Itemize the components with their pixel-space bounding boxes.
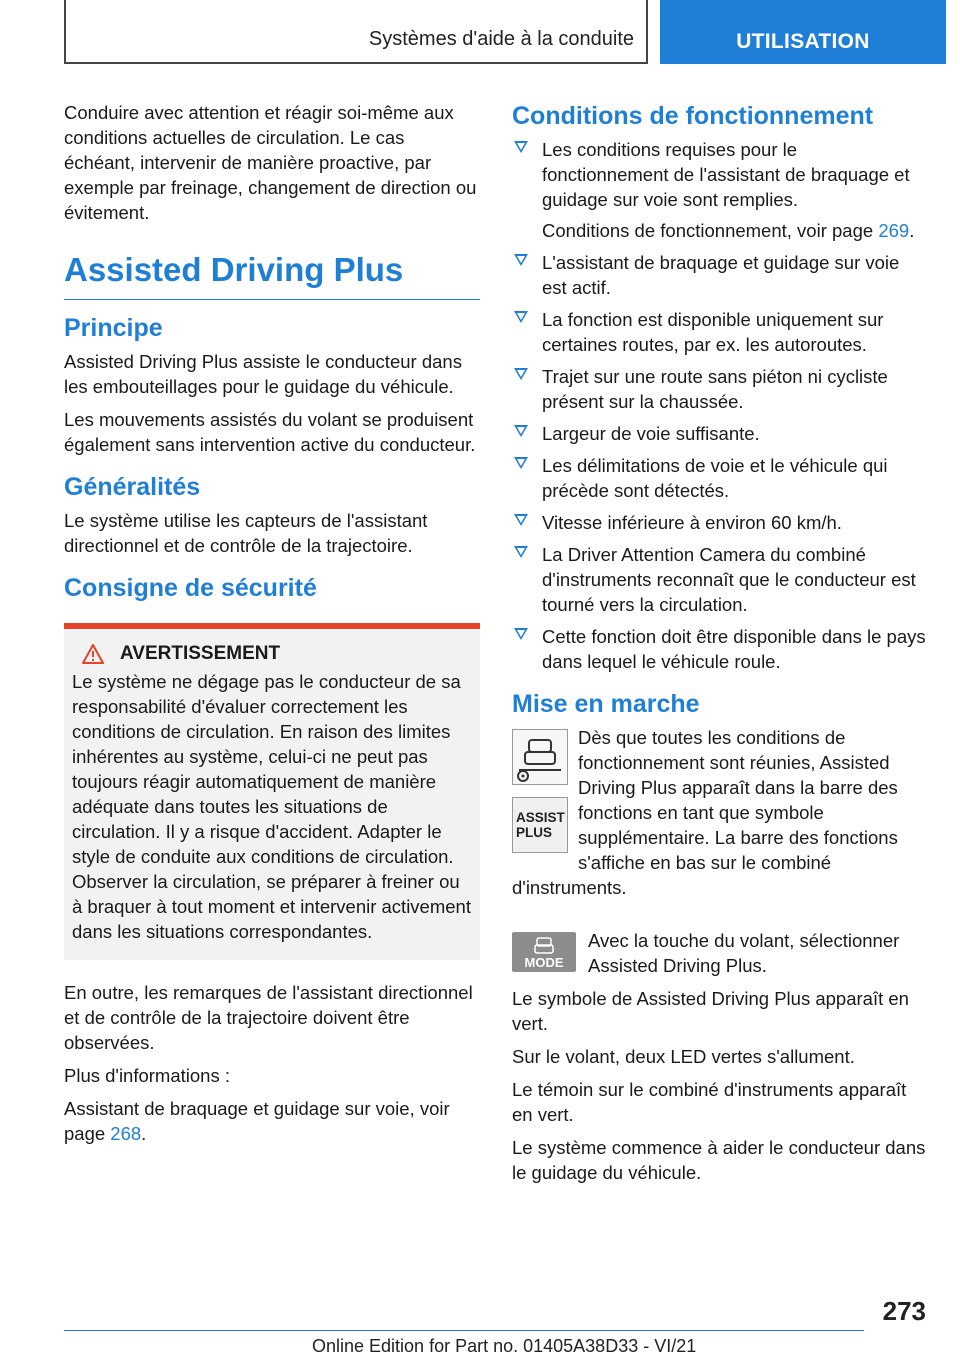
generalites-heading: Généralités [64,473,201,501]
warning-title-row [72,643,472,665]
mise-paragraph-3: Le symbole de Assisted Driving Plus apparaît en vert. [512,988,909,1034]
mise-paragraph-2: Avec la touche du volant, sélectionner Assisted Driving Plus. [588,930,900,976]
ref-end: . [141,1123,147,1144]
after-paragraph-2: Plus d'informations : [64,1065,230,1086]
footer-edition: Online Edition for Part no. 01405A38D33 - VI/21 [312,1336,697,1356]
conditions-heading: Conditions de fonctionnement [512,102,874,130]
header-frame [64,0,648,64]
principe-heading: Principe [64,314,163,342]
bullet-text: Largeur de voie suffisante. [542,423,760,444]
bullet-text: La Driver Attention Camera du combiné d'instruments reconnaît que le conducteur est tourné vers la circulation. [542,544,916,615]
mode-button-icon [512,932,576,972]
bullet-sub [542,218,926,243]
ref-text: Assistant de braquage et guidage sur voie, voir page [64,1098,450,1144]
bullet-text: Les conditions requises pour le fonctionnement de l'assistant de braquage et guidage sur voie sont remplies. [542,139,910,210]
list-item [512,137,926,243]
steering-cars-icon [512,729,568,785]
bullet-text: L'assistant de braquage et guidage sur voie est actif. [542,252,900,298]
mise-paragraph-1: Dès que toutes les conditions de fonctionnement sont réunies, Assisted Driving Plus apparaît dans la barre des fonctions en tant que symbole supplémentaire. La barre des fonctions s'affiche en bas sur le combiné d'instruments. [512,727,898,898]
left-column [64,100,480,1154]
list-item [512,510,926,535]
bullet-text: La fonction est disponible uniquement sur certaines routes, par ex. les autoroutes. [542,309,884,355]
bullet-triangle-icon [514,457,528,469]
list-item [512,364,926,414]
sub-end: . [909,220,915,241]
bullet-text: Vitesse inférieure à environ 60 km/h. [542,512,842,533]
list-item [512,307,926,357]
principe-paragraph-1: Assisted Driving Plus assiste le conducteur dans les embouteillages pour le guidage du véhicule. [64,351,462,397]
bullet-triangle-icon [514,546,528,558]
bullet-triangle-icon [514,425,528,437]
conditions-list [512,137,926,674]
page-title: Assisted Driving Plus [64,251,480,300]
list-item [512,250,926,300]
bullet-text: Trajet sur une route sans piéton ni cycliste présent sur la chaussée. [542,366,888,412]
footer-divider [64,1330,864,1331]
list-item [512,421,926,446]
mise-icon-block [512,725,926,900]
mise-paragraph-5: Le témoin sur le combiné d'instruments apparaît en vert. [512,1079,907,1125]
page-number: 273 [882,1296,926,1326]
sub-text: Conditions de fonctionnement, voir page [542,220,879,241]
bullet-triangle-icon [514,628,528,640]
page-link-269[interactable]: 269 [878,220,910,241]
page-link-268[interactable]: 268 [110,1123,142,1144]
bullet-triangle-icon [514,368,528,380]
list-item [512,453,926,503]
after-paragraph-1: En outre, les remarques de l'assistant directionnel et de contrôle de la trajectoire doivent être observées. [64,982,473,1053]
section-title: Systèmes d'aide à la conduite [368,28,634,50]
intro-paragraph: Conduire avec attention et réagir soi-même aux conditions actuelles de circulation. Le cas échéant, intervenir de manière proactive, par exemple par freinage, changement de direction ou évitement. [64,102,477,223]
bullet-text: Cette fonction doit être disponible dans le pays dans lequel le véhicule roule. [542,626,926,672]
assist-plus-icon: ASSIST PLUS [512,797,568,853]
list-item [512,624,926,674]
chapter-tab[interactable]: UTILISATION [660,0,946,64]
consigne-heading: Consigne de sécurité [64,574,317,602]
warning-text: Le système ne dégage pas le conducteur de sa responsabilité d'évaluer correctement les conditions de circulation. En raison des limites inhérentes au système, celui-ci ne peut pas toujours réagir automatiquement de manière adéquate dans toutes les situations de circulation. Il y a risque d'accident. Adapter le style de conduite aux conditions de circulation. Observer la circulation, se préparer à freiner ou à braquer à tout moment et intervenir activement dans les situations correspondantes. [72,671,471,942]
after-paragraph-3 [64,1096,480,1146]
warning-box [64,623,480,960]
principe-paragraph-2: Les mouvements assistés du volant se produisent également sans intervention active du conducteur. [64,409,476,455]
warning-triangle-icon [82,644,104,664]
mode-block [512,928,926,978]
mise-heading: Mise en marche [512,690,700,718]
bullet-triangle-icon [514,514,528,526]
mode-label: MODE [524,955,564,970]
mise-paragraph-6: Le système commence à aider le conducteur dans le guidage du véhicule. [512,1137,926,1183]
right-column [512,100,926,1193]
list-item [512,542,926,617]
warning-title: AVERTISSEMENT [120,643,281,664]
bullet-text: Les délimitations de voie et le véhicule qui précède sont détectés. [542,455,888,501]
bullet-triangle-icon [514,141,528,153]
generalites-paragraph: Le système utilise les capteurs de l'assistant directionnel et de contrôle de la trajectoire. [64,510,428,556]
bullet-triangle-icon [514,311,528,323]
mise-paragraph-4: Sur le volant, deux LED vertes s'allument. [512,1046,855,1067]
bullet-triangle-icon [514,254,528,266]
